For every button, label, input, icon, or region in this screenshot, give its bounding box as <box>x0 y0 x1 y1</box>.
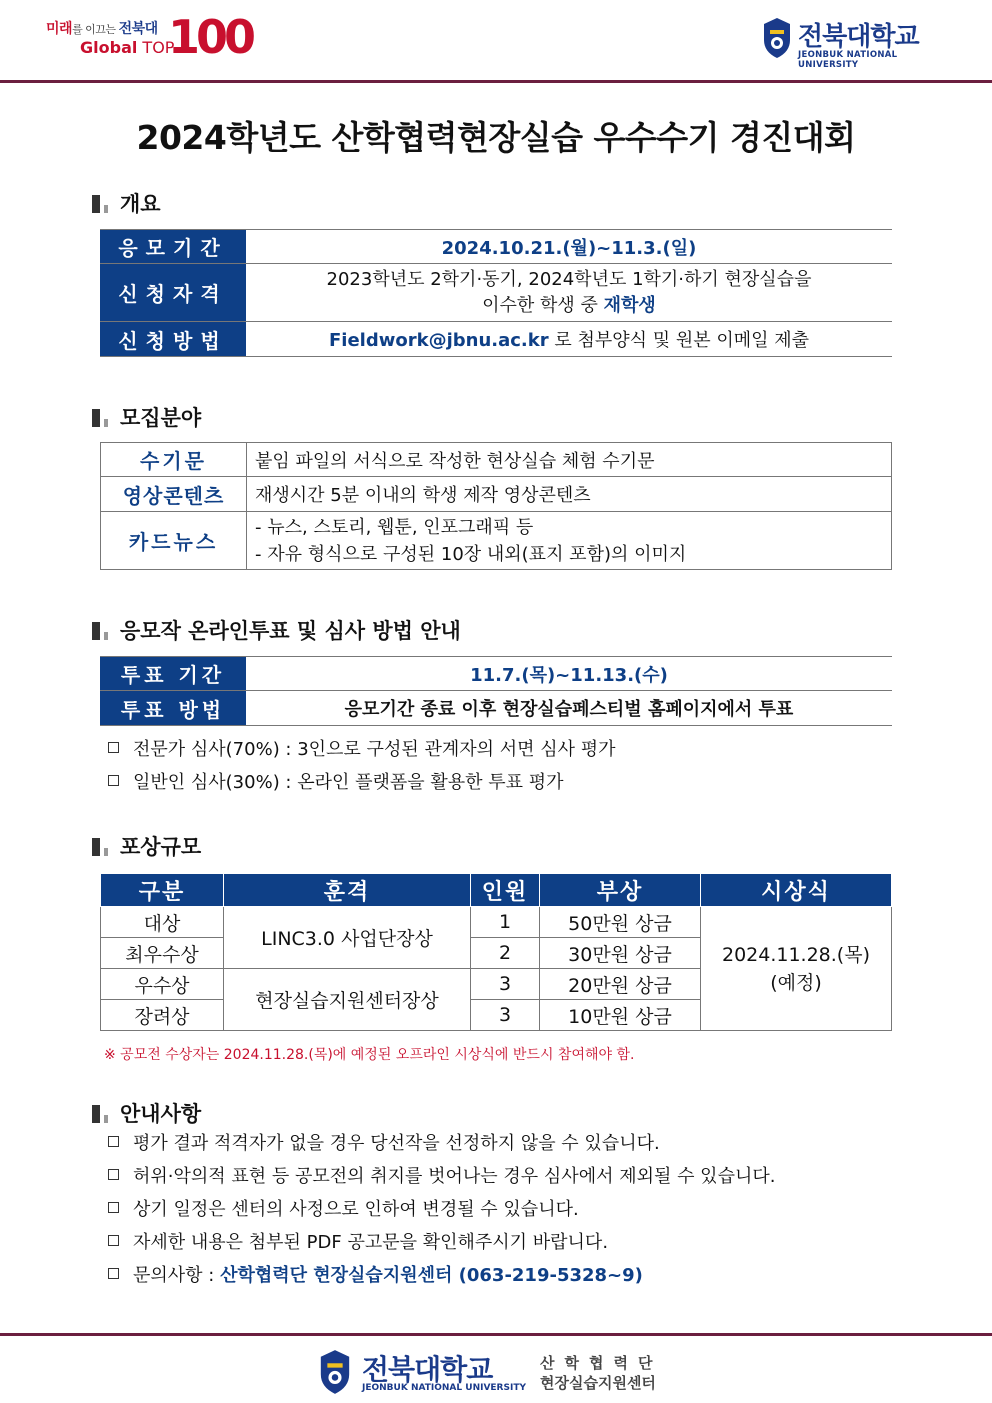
eligibility-line2-text: 이수한 학생 중 <box>482 294 604 316</box>
award-prize: 50만원 상금 <box>540 907 701 938</box>
category-value: 붙임 파일의 서식으로 작성한 현상실습 체험 수기문 <box>247 443 892 477</box>
eligibility-highlight: 재학생 <box>603 294 656 316</box>
footer-logo <box>318 1348 698 1398</box>
section-marker-icon <box>104 419 108 427</box>
list-item-text: 일반인 심사(30%) : 온라인 플랫폼을 활용한 투표 평가 <box>133 772 564 793</box>
section-title: 포상규모 <box>120 835 202 859</box>
list-item-text: 자세한 내용은 첨부된 PDF 공고문을 확인해주시기 바랍니다. <box>133 1232 609 1253</box>
page-header <box>0 0 992 82</box>
section-title: 개요 <box>120 192 161 216</box>
list-item <box>108 733 616 766</box>
contact-value: 산학협력단 현장실습지원센터 (063-219-5328~9) <box>220 1265 643 1286</box>
section-marker-icon <box>92 409 100 427</box>
list-item-text: 상기 일정은 센터의 사정으로 인하여 변경될 수 있습니다. <box>133 1199 579 1220</box>
footer-dept-line1: 산학협력단 <box>540 1354 663 1372</box>
method-text: 로 첨부양식 및 원본 이메일 제출 <box>548 330 809 351</box>
overview-value-period: 2024.10.21.(월)~11.3.(일) <box>246 230 892 264</box>
list-item <box>108 1127 775 1160</box>
list-item <box>108 766 616 799</box>
jbnu-eng-name: JEONBUK NATIONAL UNIVERSITY <box>798 50 898 70</box>
section-heading-categories <box>92 402 201 430</box>
voting-table <box>100 656 892 726</box>
notice-list <box>108 1127 775 1292</box>
award-count: 3 <box>471 969 540 1000</box>
category-label: 영상콘텐츠 <box>101 477 247 512</box>
evaluation-list <box>108 733 616 799</box>
award-prize: 30만원 상금 <box>540 938 701 969</box>
table-row <box>101 443 892 477</box>
slogan-part2: 를 이끄는 <box>72 23 119 36</box>
cardnews-line2: - 자유 형식으로 구성된 10장 내외(표지 포함)의 이미지 <box>255 543 687 565</box>
footer-univ-name: 전북대학교 <box>362 1353 493 1386</box>
overview-value-method <box>246 322 892 357</box>
awards-note: ※ 공모전 수상자는 2024.11.28.(목)에 예정된 오프라인 시상식에 반드시 참여해야 함. <box>104 1047 635 1063</box>
voting-label: 투표 방법 <box>100 691 246 726</box>
checkbox-bullet-icon <box>108 742 119 753</box>
award-ceremony <box>701 907 892 1031</box>
overview-label: 신청방법 <box>100 322 246 357</box>
global-word: Global <box>80 38 138 57</box>
award-grade: LINC3.0 사업단장상 <box>224 907 471 969</box>
column-header: 훈격 <box>224 874 471 907</box>
list-item <box>108 1160 775 1193</box>
section-heading-awards <box>92 831 201 859</box>
section-marker-icon <box>104 848 108 856</box>
section-heading-overview <box>92 188 161 216</box>
checkbox-bullet-icon <box>108 775 119 786</box>
list-item-text: 전문가 심사(70%) : 3인으로 구성된 관계자의 서면 심사 평가 <box>133 739 616 760</box>
award-count: 3 <box>471 1000 540 1031</box>
overview-label: 응모기간 <box>100 230 246 264</box>
application-email-link[interactable]: Fieldwork@jbnu.ac.kr <box>329 330 549 351</box>
section-marker-icon <box>104 1115 108 1123</box>
column-header: 부상 <box>540 874 701 907</box>
section-marker-icon <box>104 632 108 640</box>
voting-method-value: 응모기간 종료 이후 현장실습페스티벌 홈페이지에서 투표 <box>246 691 892 726</box>
overview-value-eligibility <box>246 264 892 322</box>
jbnu-logo <box>762 14 942 70</box>
list-item <box>108 1226 775 1259</box>
footer-divider <box>0 1333 992 1336</box>
top-word: TOP <box>137 38 175 57</box>
award-count: 2 <box>471 938 540 969</box>
list-item <box>108 1193 775 1226</box>
voting-label: 투표 기간 <box>100 657 246 691</box>
table-row <box>100 657 892 691</box>
footer-univ-eng: JEONBUK NATIONAL UNIVERSITY <box>362 1383 526 1393</box>
ceremony-note: (예정) <box>770 971 822 994</box>
categories-table <box>100 442 892 570</box>
table-row <box>100 264 892 322</box>
header-divider <box>0 80 992 83</box>
award-prize: 10만원 상금 <box>540 1000 701 1031</box>
section-heading-notice <box>92 1098 201 1126</box>
column-header: 인원 <box>471 874 540 907</box>
checkbox-bullet-icon <box>108 1202 119 1213</box>
category-value: 재생시간 5분 이내의 학생 제작 영상콘텐츠 <box>247 477 892 512</box>
cardnews-line1: - 뉴스, 스토리, 웹툰, 인포그래픽 등 <box>255 516 534 538</box>
slogan-part1: 미래 <box>46 21 73 37</box>
table-row <box>101 907 892 938</box>
checkbox-bullet-icon <box>108 1136 119 1147</box>
jbnu-emblem-icon <box>318 1348 352 1396</box>
category-value <box>247 512 892 570</box>
award-count: 1 <box>471 907 540 938</box>
list-item-text: 평가 결과 적격자가 없을 경우 당선작을 선정하지 않을 수 있습니다. <box>133 1133 660 1154</box>
table-header-row <box>101 874 892 907</box>
table-row <box>101 477 892 512</box>
section-title: 모집분야 <box>120 406 202 430</box>
category-label: 수기문 <box>101 443 247 477</box>
slogan-text <box>46 18 158 38</box>
award-division: 우수상 <box>101 969 224 1000</box>
jbnu-name: 전북대학교 <box>798 22 919 52</box>
table-row <box>100 230 892 264</box>
list-item <box>108 1259 775 1292</box>
page-title: 2024학년도 산학협력현장실습 우수수기 경진대회 <box>136 118 856 157</box>
checkbox-bullet-icon <box>108 1268 119 1279</box>
table-row <box>101 512 892 570</box>
checkbox-bullet-icon <box>108 1169 119 1180</box>
contact-label: 문의사항 : <box>133 1265 221 1286</box>
column-header: 시상식 <box>701 874 892 907</box>
section-title: 응모작 온라인투표 및 심사 방법 안내 <box>120 619 461 643</box>
section-title: 안내사항 <box>120 1102 202 1126</box>
section-marker-icon <box>92 195 100 213</box>
table-row <box>100 691 892 726</box>
slogan-part3: 전북대 <box>118 21 158 37</box>
section-marker-icon <box>92 838 100 856</box>
checkbox-bullet-icon <box>108 1235 119 1246</box>
global-top100-logo <box>46 10 253 68</box>
awards-table <box>100 873 892 1031</box>
eligibility-line2 <box>246 293 892 319</box>
column-header: 구분 <box>101 874 224 907</box>
category-label: 카드뉴스 <box>101 512 247 570</box>
global-top-text <box>80 38 174 57</box>
section-marker-icon <box>92 1105 100 1123</box>
section-marker-icon <box>104 205 108 213</box>
award-division: 대상 <box>101 907 224 938</box>
list-item-text: 허위·악의적 표현 등 공모전의 취지를 벗어나는 경우 심사에서 제외될 수 있습니다. <box>133 1166 776 1187</box>
eligibility-line1: 2023학년도 2학기·동기, 2024학년도 1학기·하기 현장실습을 <box>326 268 812 290</box>
section-heading-voting <box>92 615 461 643</box>
award-division: 장려상 <box>101 1000 224 1031</box>
top100-number: 100 <box>168 10 253 64</box>
overview-table <box>100 229 892 357</box>
award-prize: 20만원 상금 <box>540 969 701 1000</box>
table-row <box>100 322 892 357</box>
award-grade: 현장실습지원센터장상 <box>224 969 471 1031</box>
footer-dept-line2: 현장실습지원센터 <box>540 1374 656 1392</box>
voting-period-value: 11.7.(목)~11.13.(수) <box>246 657 892 691</box>
jbnu-emblem-icon <box>762 16 792 60</box>
section-marker-icon <box>92 622 100 640</box>
overview-label: 신청자격 <box>100 264 246 322</box>
ceremony-date: 2024.11.28.(목) <box>721 943 870 966</box>
award-division: 최우수상 <box>101 938 224 969</box>
